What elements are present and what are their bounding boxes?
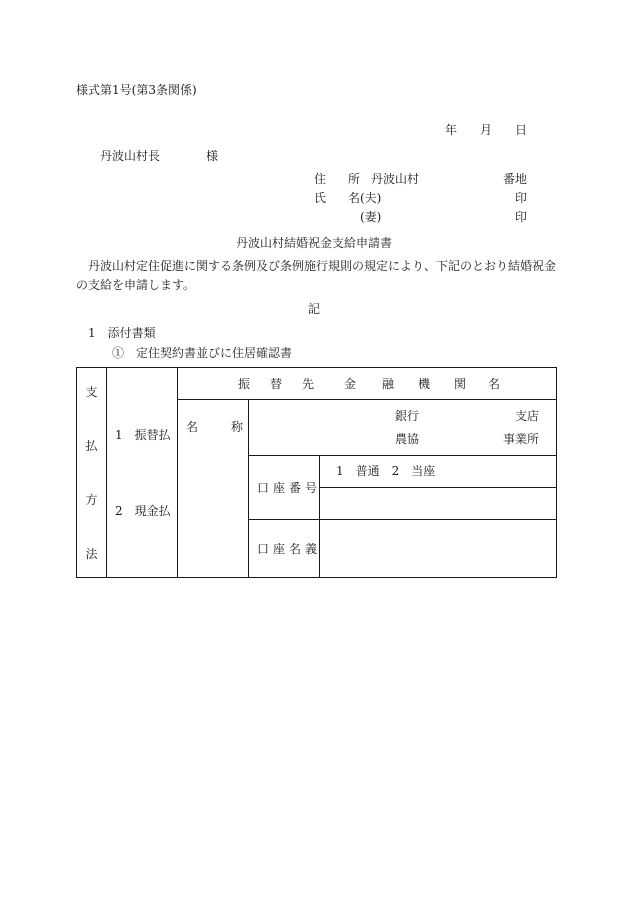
- account-number-char: 座: [273, 481, 286, 495]
- payment-method-table: [76, 367, 557, 578]
- account-holder-label-cell: [249, 520, 320, 578]
- nokyo-label: 農協: [395, 432, 420, 446]
- account-number-char: 号: [305, 481, 318, 495]
- account-holder-char: 義: [305, 542, 318, 556]
- account-number-char: 口: [257, 481, 270, 495]
- attachment-item: ① 定住契約書並びに住居確認書: [112, 346, 293, 360]
- year-label: 年: [445, 123, 458, 137]
- document-title: 丹波山村結婚祝金支給申請書: [236, 236, 393, 250]
- ki-heading: 記: [308, 302, 321, 316]
- addressee-name: 丹波山村長: [100, 149, 161, 163]
- bank-header-char: 機: [418, 377, 431, 391]
- method-transfer: 1 振替払: [115, 428, 171, 442]
- vertical-char-shi: 支: [85, 384, 98, 399]
- bank-header-char: 振: [238, 377, 251, 391]
- account-types: 1 普通 2 当座: [336, 464, 436, 478]
- bank-header-char: 関: [454, 377, 467, 391]
- husband-label: (夫): [360, 191, 382, 205]
- branch-label: 支店: [515, 409, 540, 423]
- day-label: 日: [515, 123, 528, 137]
- vertical-char-hou2: 法: [85, 546, 98, 561]
- name-label-1: 氏: [314, 191, 327, 205]
- payment-methods-cell: [107, 368, 178, 578]
- wife-label: (妻): [360, 210, 382, 224]
- bank-header-char: 先: [302, 377, 315, 391]
- vertical-char-harai: 払: [85, 438, 98, 453]
- wife-seal: 印: [515, 210, 528, 224]
- account-number-value-cell: [320, 488, 557, 520]
- addressee-honorific: 様: [206, 149, 219, 163]
- account-number-label-cell: [249, 456, 320, 520]
- month-label: 月: [480, 123, 493, 137]
- account-holder-char: 名: [289, 542, 302, 556]
- account-type-cell: [320, 456, 557, 488]
- bank-header-char: 名: [488, 377, 501, 391]
- address-village: 丹波山村: [371, 172, 420, 186]
- name-label-char-2: 称: [231, 420, 244, 434]
- bank-header-char: 金: [344, 377, 357, 391]
- bank-header-char: 替: [270, 377, 283, 391]
- name-label-2: 名: [348, 191, 361, 205]
- body-line-1: 丹波山村定住促進に関する条例及び条例施行規則の規定により、下記のとおり結婚祝金: [88, 259, 557, 273]
- form-number: 様式第1号(第3条関係): [76, 83, 197, 97]
- payment-method-label: [77, 368, 107, 578]
- name-label-cell: [178, 400, 249, 578]
- bank-name-cell: [249, 400, 557, 456]
- bank-label: 銀行: [395, 409, 420, 423]
- vertical-char-hou: 方: [85, 492, 98, 507]
- account-holder-value-cell: [320, 520, 557, 578]
- address-banchi: 番地: [503, 172, 528, 186]
- bank-header: [178, 368, 557, 400]
- name-label-char-1: 名: [186, 420, 199, 434]
- account-holder-char: 口: [257, 542, 270, 556]
- address-label-2: 所: [348, 172, 361, 186]
- address-label-1: 住: [314, 172, 327, 186]
- bank-header-char: 融: [382, 377, 395, 391]
- husband-seal: 印: [515, 191, 528, 205]
- account-number-char: 番: [289, 481, 302, 495]
- attachments-heading: 1 添付書類: [88, 326, 156, 340]
- office-label: 事業所: [503, 432, 540, 446]
- method-cash: 2 現金払: [115, 504, 171, 518]
- account-holder-char: 座: [273, 542, 286, 556]
- body-line-2: の支給を申請します。: [76, 278, 196, 292]
